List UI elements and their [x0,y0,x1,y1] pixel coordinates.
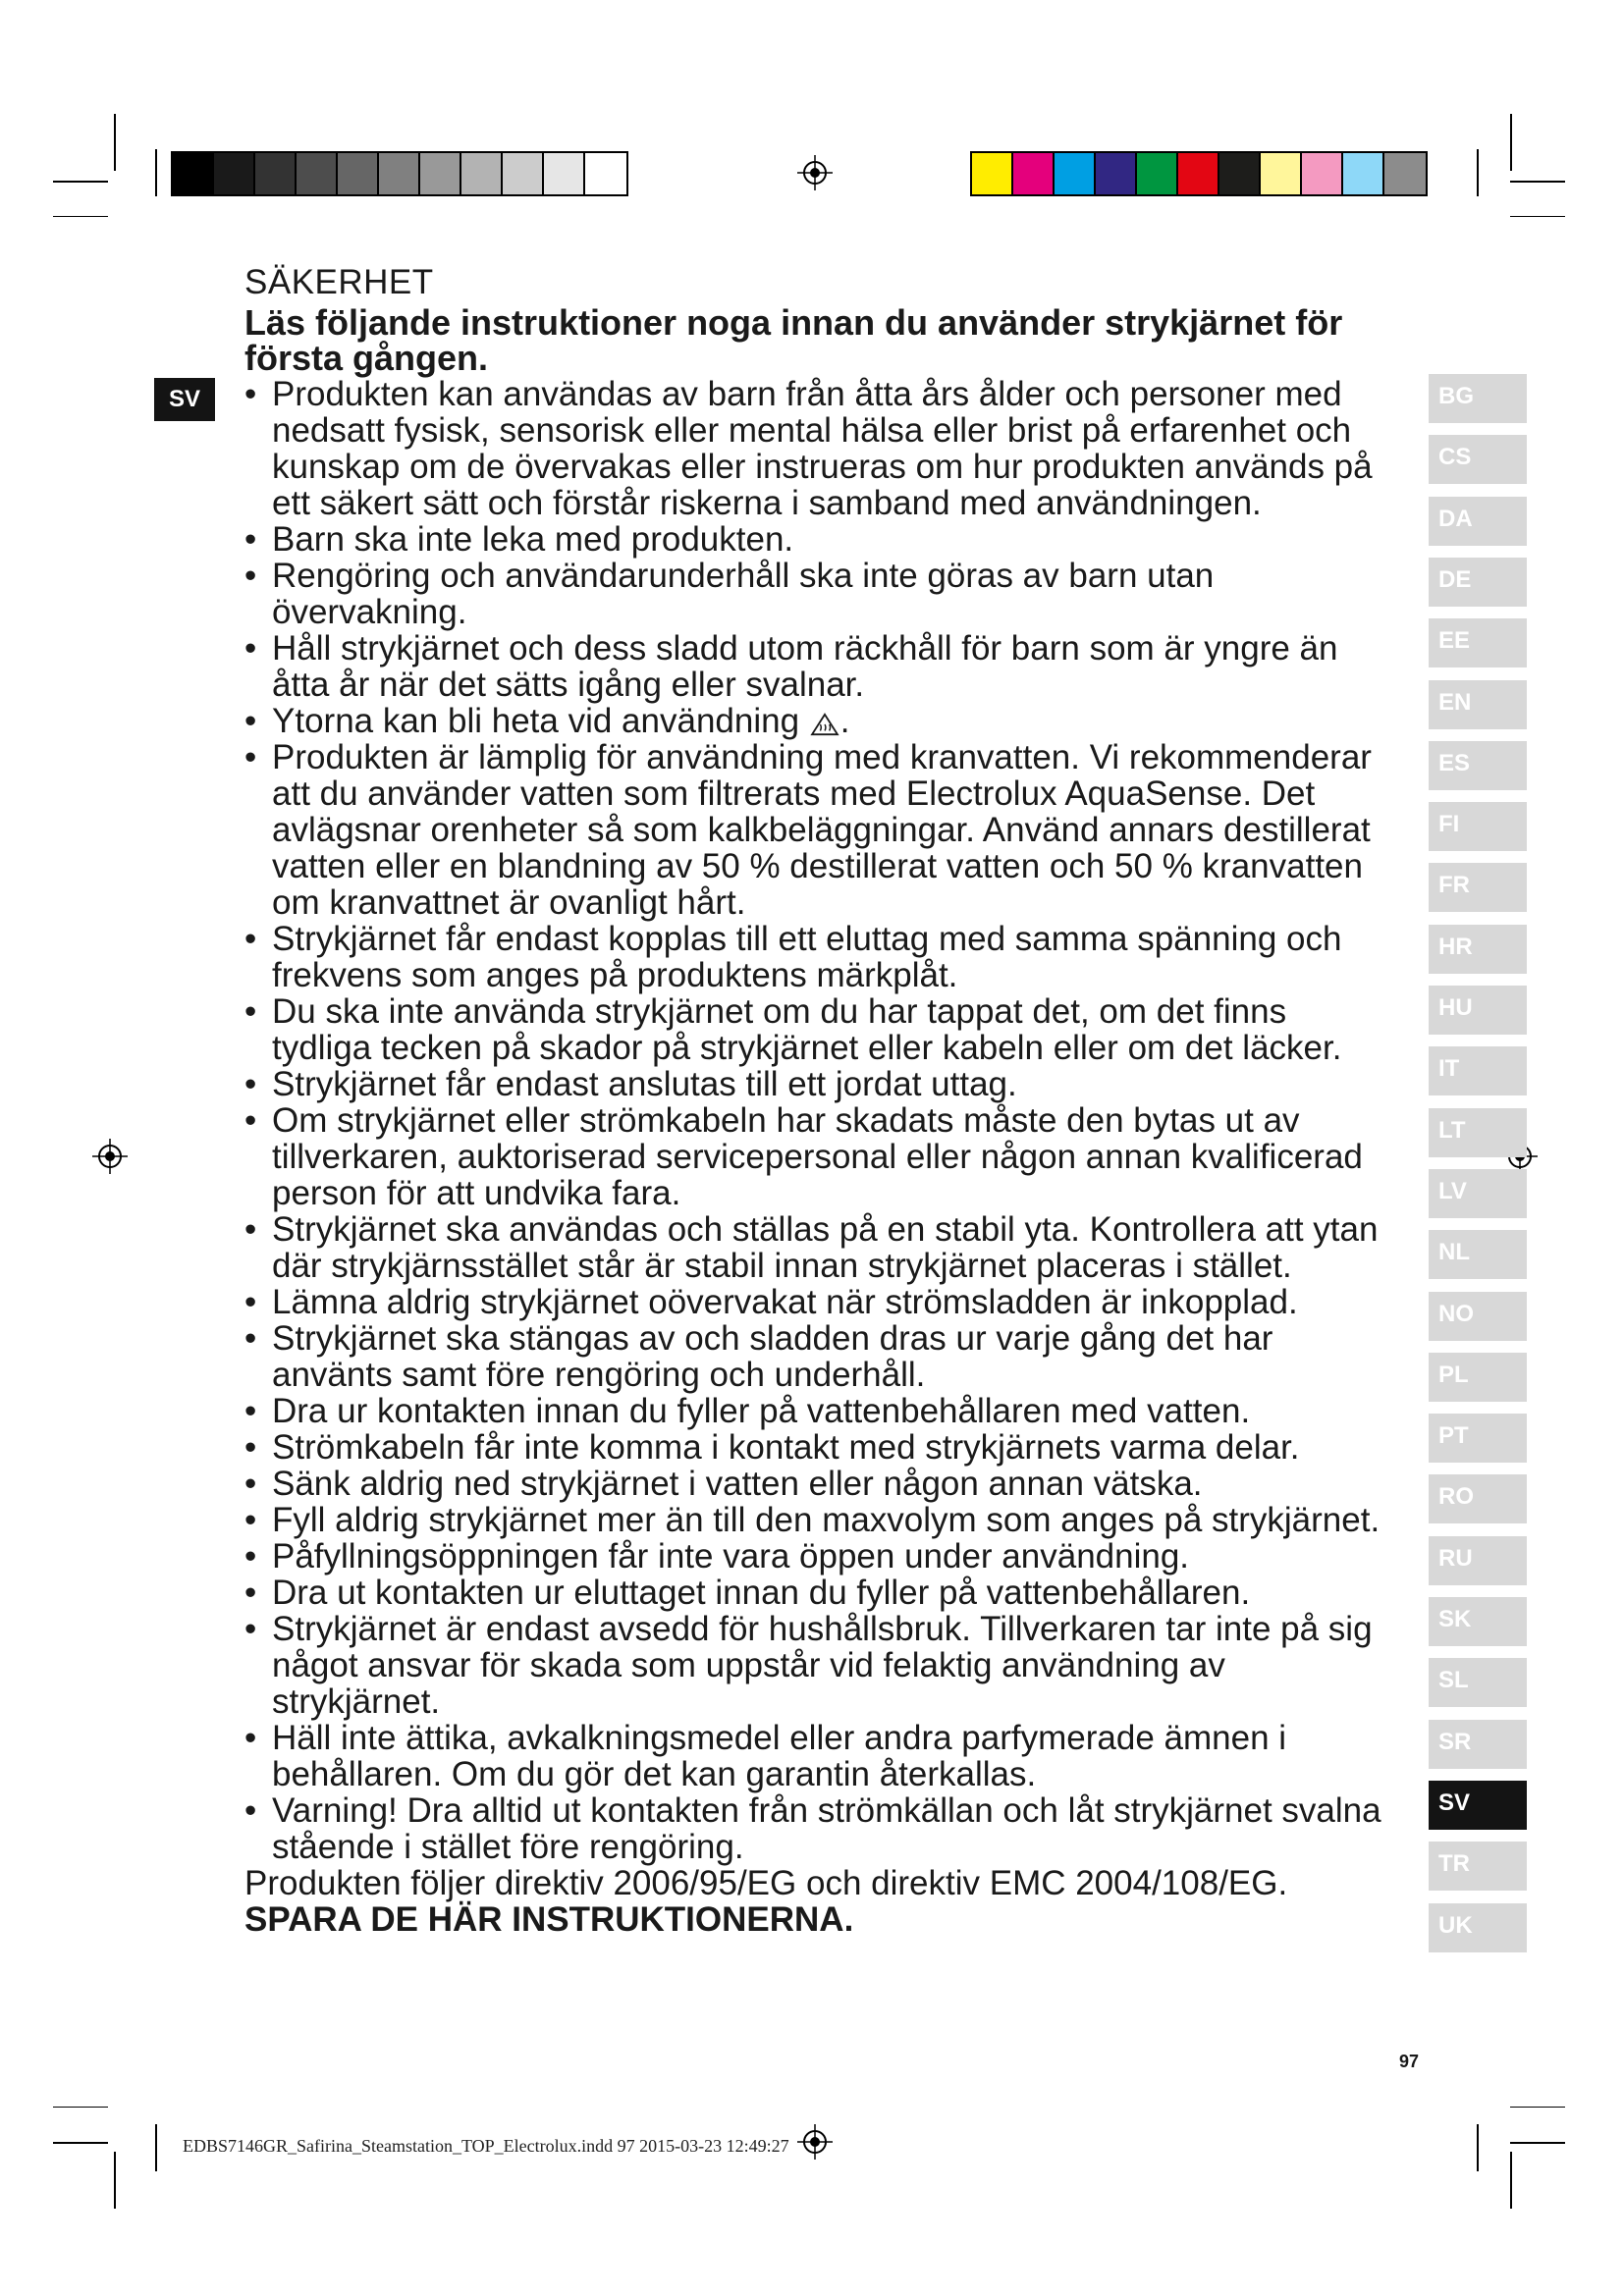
safety-rule-text: Håll strykjärnet och dess sladd utom räckhåll för barn som är yngre än åtta år när det sätts igång eller svalnar. [272,629,1338,704]
language-tab-lv: LV [1429,1169,1527,1218]
print-slug: EDBS7146GR_Safirina_Steamstation_TOP_Electrolux.indd 97 2015-03-23 12:49:27 [183,2136,789,2156]
safety-rule [244,1792,1393,1865]
crop-mark [1510,114,1512,171]
language-tab-ru: RU [1429,1536,1527,1585]
safety-rule-text: Barn ska inte leka med produkten. [272,520,794,559]
safety-rule [244,558,1393,630]
language-tab-nl: NL [1429,1230,1527,1279]
safety-rule-text: Strykjärnet får endast anslutas till ett jordat uttag. [272,1065,1017,1103]
safety-rule-text: Produkten kan användas av barn från åtta års ålder och personer med nedsatt fysisk, sensorisk eller mental hälsa eller brist på erfarenhet och kunskap om de övervakas eller instrueras om hur produkten används på ett säkert sätt och förstår riskerna i samband med användningen. [272,375,1373,522]
color-swatch [585,153,626,194]
safety-rule [244,1284,1393,1320]
language-tab-sk: SK [1429,1597,1527,1646]
safety-rule-text: Dra ut kontakten ur eluttaget innan du fyller på vattenbehållaren. [272,1574,1251,1612]
grayscale-color-bar [171,151,628,196]
language-tab-es: ES [1429,741,1527,790]
safety-rule-text: Strykjärnet får endast kopplas till ett eluttag med samma spänning och frekvens som anges på produktens märkplåt. [272,920,1342,994]
crop-mark [155,2124,157,2171]
language-tab-pt: PT [1429,1414,1527,1463]
color-swatch [1343,153,1384,194]
safety-rule [244,1538,1393,1575]
safety-rule-text: Strömkabeln får inte komma i kontakt med strykjärnets varma delar. [272,1428,1300,1467]
safety-rule-text: Fyll aldrig strykjärnet mer än till den maxvolym som anges på strykjärnet. [272,1501,1380,1539]
language-tab-pl: PL [1429,1353,1527,1402]
safety-rule-text: Påfyllningsöppningen får inte vara öppen under användning. [272,1537,1190,1575]
closing-text: SPARA DE HÄR INSTRUKTIONERNA. [244,1900,854,1939]
safety-rule-text: Strykjärnet ska användas och ställas på en stabil yta. Kontrollera att ytan där strykjärnsstället står är stabil innan strykjärnet placeras i stället. [272,1210,1379,1285]
color-swatch [1013,153,1055,194]
crop-mark [1510,2152,1512,2209]
language-tab-cs: CS [1429,435,1527,484]
safety-rule-text: Strykjärnet är endast avsedd för hushållsbruk. Tillverkaren tar inte på sig något ansvar för skada som uppstår vid felaktig användning av strykjärnet. [272,1610,1373,1721]
language-tab-sl: SL [1429,1658,1527,1707]
language-tab-sr: SR [1429,1720,1527,1769]
safety-rule [244,921,1393,993]
registration-mark-icon [797,2124,833,2160]
color-swatch [1178,153,1219,194]
color-swatch [1137,153,1178,194]
crop-mark [1510,216,1565,217]
crop-mark [114,2152,116,2209]
language-tab-tr: TR [1429,1842,1527,1891]
directive-text: Produkten följer direktiv 2006/95/EG och direktiv EMC 2004/108/EG. [244,1864,1288,1902]
rule-suffix: . [839,702,850,740]
language-tab-sv: SV [1429,1781,1527,1830]
color-swatch [461,153,503,194]
color-swatch [1261,153,1302,194]
language-tab-da: DA [1429,497,1527,546]
crop-mark [1510,2107,1565,2108]
section-heading: SÄKERHET [244,263,434,301]
crop-mark [53,216,108,217]
safety-rule [244,1575,1393,1611]
safety-rule [244,703,1393,739]
color-swatch [173,153,214,194]
color-swatch [255,153,297,194]
safety-rule-text: Sänk aldrig ned strykjärnet i vatten eller någon annan vätska. [272,1465,1203,1503]
safety-rule [244,1466,1393,1502]
crop-mark [114,114,116,171]
safety-rule [244,376,1393,521]
safety-rule [244,1320,1393,1393]
color-swatch [1384,153,1426,194]
crop-mark [53,181,108,183]
color-swatch [420,153,461,194]
registration-mark-icon [92,1139,128,1174]
page-number: 97 [1399,2052,1420,2071]
hot-surface-warning-icon [809,713,840,736]
safety-rule-text: Dra ur kontakten innan du fyller på vattenbehållaren med vatten. [272,1392,1251,1430]
safety-rule [244,1502,1393,1538]
process-color-bar [970,151,1428,196]
safety-rule [244,1211,1393,1284]
color-swatch [1055,153,1096,194]
crop-mark [53,2142,108,2144]
safety-rule-text: Ytorna kan bli heta vid användning [272,702,800,740]
color-swatch [214,153,255,194]
color-swatch [379,153,420,194]
safety-rules-list [244,376,1393,1865]
crop-mark [1477,2124,1479,2171]
safety-rule [244,521,1393,558]
language-tab-fi: FI [1429,802,1527,851]
language-tab-ee: EE [1429,618,1527,667]
safety-rule-text: Strykjärnet ska stängas av och sladden dras ur varje gång det har använts samt före rengöring och underhåll. [272,1319,1273,1394]
language-tab-ro: RO [1429,1474,1527,1523]
safety-rule [244,1429,1393,1466]
safety-rule-text: Varning! Dra alltid ut kontakten från strömkällan och låt strykjärnet svalna stående i stället före rengöring. [272,1791,1381,1866]
safety-rule-text: Om strykjärnet eller strömkabeln har skadats måste den bytas ut av tillverkaren, auktoriserad servicepersonal eller någon annan kvalificerad person för att undvika fara. [272,1101,1363,1212]
safety-rule [244,1066,1393,1102]
registration-mark-icon [797,155,833,190]
safety-rule [244,739,1393,921]
color-swatch [1219,153,1261,194]
safety-rule-text: Du ska inte använda strykjärnet om du har tappat det, om det finns tydliga tecken på skador på strykjärnet eller kabeln eller om det läcker. [272,992,1342,1067]
language-tab-bg: BG [1429,374,1527,423]
safety-section [244,263,1393,1938]
color-swatch [338,153,379,194]
safety-rule-text: Rengöring och användarunderhåll ska inte göras av barn utan övervakning. [272,557,1215,631]
safety-rule [244,1102,1393,1211]
language-tab-lt: LT [1429,1108,1527,1157]
color-swatch [297,153,338,194]
crop-mark [53,2107,108,2108]
crop-mark [1510,2142,1565,2144]
safety-rule [244,630,1393,703]
color-swatch [544,153,585,194]
language-tab-fr: FR [1429,863,1527,912]
color-swatch [1302,153,1343,194]
language-marker: SV [154,378,215,421]
crop-mark [155,149,157,196]
safety-rule-text: Lämna aldrig strykjärnet oövervakat när strömsladden är inkopplad. [272,1283,1298,1321]
language-tab-no: NO [1429,1292,1527,1341]
language-tab-hr: HR [1429,925,1527,974]
language-tab-uk: UK [1429,1903,1527,1952]
language-tab-hu: HU [1429,986,1527,1035]
crop-mark [1510,181,1565,183]
color-swatch [503,153,544,194]
safety-rule [244,1393,1393,1429]
color-swatch [972,153,1013,194]
language-tab-en: EN [1429,680,1527,729]
intro-text: Läs följande instruktioner noga innan du använder strykjärnet för första gången. [244,302,1343,378]
safety-rule-text: Häll inte ättika, avkalkningsmedel eller andra parfymerade ämnen i behållaren. Om du gör det kan garantin återkallas. [272,1719,1287,1793]
safety-rule [244,993,1393,1066]
language-tab-it: IT [1429,1046,1527,1095]
crop-mark [1477,149,1479,196]
safety-rule-text: Produkten är lämplig för användning med kranvatten. Vi rekommenderar att du använder vatten som filtrerats med Electrolux AquaSense. Det avlägsnar orenheter så som kalkbeläggningar. Använd annars destillerat vatten eller en blandning av 50 % destillerat vatten och 50 % kranvatten om kranvattnet är ovanligt hårt. [272,738,1372,922]
color-swatch [1096,153,1137,194]
safety-rule [244,1720,1393,1792]
safety-rule [244,1611,1393,1720]
language-tab-de: DE [1429,558,1527,607]
